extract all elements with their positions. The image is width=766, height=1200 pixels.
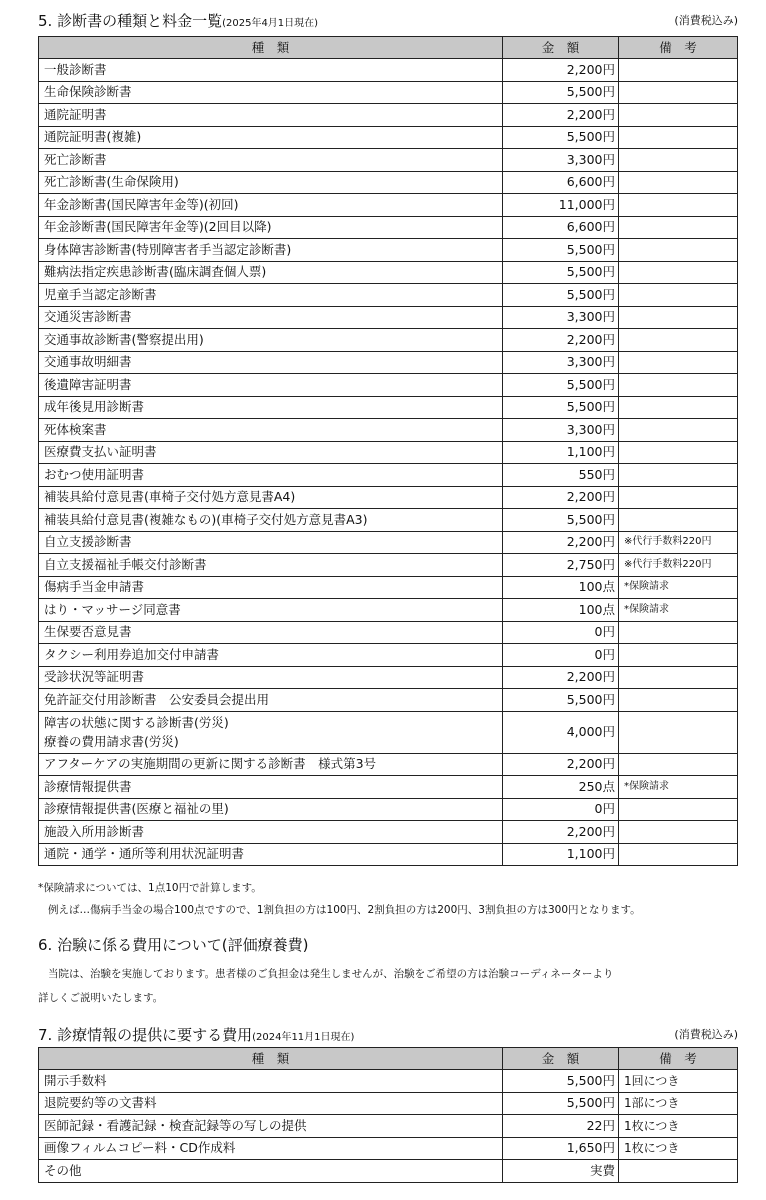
row-amount: 5,500円 bbox=[503, 509, 619, 532]
table-row bbox=[39, 711, 738, 753]
row-note bbox=[619, 666, 738, 689]
row-amount: 5,500円 bbox=[503, 1070, 619, 1093]
table-row bbox=[39, 1092, 738, 1115]
row-amount: 実費 bbox=[503, 1160, 619, 1183]
row-note: 1枚につき bbox=[619, 1115, 738, 1138]
row-note bbox=[619, 126, 738, 149]
row-name: 画像フィルムコピー料・CD作成料 bbox=[39, 1137, 503, 1160]
row-name: 補装具給付意見書(複雑なもの)(車椅子交付処方意見書A3) bbox=[39, 509, 503, 532]
footnote-example: 例えば…傷病手当金の場合100点ですので、1割負担の方は100円、2割負担の方は200円、3割負担の方は300円となります。 bbox=[48, 904, 641, 916]
row-amount: 3,300円 bbox=[503, 149, 619, 172]
row-note bbox=[619, 1160, 738, 1183]
header-note: 備 考 bbox=[619, 1048, 738, 1070]
row-note bbox=[619, 843, 738, 866]
row-name: 一般診断書 bbox=[39, 59, 503, 82]
table-row bbox=[39, 1160, 738, 1183]
table-header-row bbox=[39, 1048, 738, 1070]
row-note bbox=[619, 329, 738, 352]
row-name: 通院証明書(複雑) bbox=[39, 126, 503, 149]
section7-title-text: 7. 診療情報の提供に要する費用 bbox=[38, 1026, 253, 1044]
row-name: 交通事故診断書(警察提出用) bbox=[39, 329, 503, 352]
section7-header bbox=[38, 1024, 738, 1046]
table-row bbox=[39, 261, 738, 284]
row-note bbox=[619, 284, 738, 307]
table-row bbox=[39, 59, 738, 82]
footnote-insurance: *保険請求については、1点10円で計算します。 bbox=[38, 882, 262, 894]
row-name: 交通災害診断書 bbox=[39, 306, 503, 329]
fee-table-section7 bbox=[38, 1047, 738, 1183]
table-row bbox=[39, 1070, 738, 1093]
row-name: 生命保険診断書 bbox=[39, 81, 503, 104]
section6-paragraph-line2: 詳しくご説明いたします。 bbox=[38, 992, 164, 1004]
row-note: 1回につき bbox=[619, 1070, 738, 1093]
table-row bbox=[39, 776, 738, 799]
section5-date: (2025年4月1日現在) bbox=[222, 18, 319, 29]
row-amount: 2,750円 bbox=[503, 554, 619, 577]
table-row bbox=[39, 216, 738, 239]
row-note bbox=[619, 753, 738, 776]
section6-header bbox=[38, 934, 738, 956]
row-note bbox=[619, 239, 738, 262]
row-note bbox=[619, 644, 738, 667]
row-note: *保険請求 bbox=[619, 599, 738, 622]
row-amount: 0円 bbox=[503, 798, 619, 821]
row-amount: 2,200円 bbox=[503, 531, 619, 554]
row-note bbox=[619, 441, 738, 464]
row-name: 生保要否意見書 bbox=[39, 621, 503, 644]
section5-header bbox=[38, 10, 738, 32]
row-note bbox=[619, 59, 738, 82]
row-name: その他 bbox=[39, 1160, 503, 1183]
table-row bbox=[39, 306, 738, 329]
row-note: ※代行手数料220円 bbox=[619, 554, 738, 577]
table-row bbox=[39, 464, 738, 487]
row-amount: 22円 bbox=[503, 1115, 619, 1138]
header-type: 種 類 bbox=[39, 1048, 503, 1070]
fee-table-section5 bbox=[38, 36, 738, 866]
table-row bbox=[39, 689, 738, 712]
row-note bbox=[619, 509, 738, 532]
table-row bbox=[39, 821, 738, 844]
row-note: *保険請求 bbox=[619, 576, 738, 599]
row-name: 死体検案書 bbox=[39, 419, 503, 442]
row-note bbox=[619, 216, 738, 239]
row-amount: 5,500円 bbox=[503, 284, 619, 307]
row-name: 成年後見用診断書 bbox=[39, 396, 503, 419]
row-note bbox=[619, 486, 738, 509]
table-row bbox=[39, 843, 738, 866]
table-row bbox=[39, 798, 738, 821]
table-header-row bbox=[39, 37, 738, 59]
row-amount: 2,200円 bbox=[503, 59, 619, 82]
row-note bbox=[619, 711, 738, 753]
row-note bbox=[619, 374, 738, 397]
table-row bbox=[39, 486, 738, 509]
row-note bbox=[619, 194, 738, 217]
section5-title-text: 5. 診断書の種類と料金一覧 bbox=[38, 12, 223, 30]
row-amount: 2,200円 bbox=[503, 821, 619, 844]
header-note: 備 考 bbox=[619, 37, 738, 59]
row-name: 交通事故明細書 bbox=[39, 351, 503, 374]
row-name-line1: 障害の状態に関する診断書(労災) bbox=[44, 715, 229, 730]
row-name: 免許証交付用診断書 公安委員会提出用 bbox=[39, 689, 503, 712]
row-note bbox=[619, 396, 738, 419]
table-row bbox=[39, 171, 738, 194]
row-note: 1部につき bbox=[619, 1092, 738, 1115]
table-row bbox=[39, 239, 738, 262]
table-row bbox=[39, 576, 738, 599]
row-note bbox=[619, 464, 738, 487]
row-name: 自立支援福祉手帳交付診断書 bbox=[39, 554, 503, 577]
row-note bbox=[619, 81, 738, 104]
table-row bbox=[39, 284, 738, 307]
table-row bbox=[39, 149, 738, 172]
row-amount: 5,500円 bbox=[503, 81, 619, 104]
row-note bbox=[619, 689, 738, 712]
row-amount: 550円 bbox=[503, 464, 619, 487]
row-amount: 2,200円 bbox=[503, 753, 619, 776]
row-amount: 3,300円 bbox=[503, 419, 619, 442]
row-amount: 5,500円 bbox=[503, 239, 619, 262]
header-amount: 金 額 bbox=[503, 1048, 619, 1070]
row-note bbox=[619, 351, 738, 374]
header-type: 種 類 bbox=[39, 37, 503, 59]
row-name: 児童手当認定診断書 bbox=[39, 284, 503, 307]
section7-title bbox=[38, 1024, 354, 1045]
table-row bbox=[39, 104, 738, 127]
table-row bbox=[39, 419, 738, 442]
row-amount: 6,600円 bbox=[503, 216, 619, 239]
row-amount: 6,600円 bbox=[503, 171, 619, 194]
table-row bbox=[39, 329, 738, 352]
table-row bbox=[39, 1115, 738, 1138]
table-row bbox=[39, 644, 738, 667]
table-row bbox=[39, 194, 738, 217]
row-note bbox=[619, 821, 738, 844]
table-row bbox=[39, 753, 738, 776]
section6-title: 6. 治験に係る費用について(評価療養費) bbox=[38, 936, 309, 954]
row-note bbox=[619, 419, 738, 442]
row-name: はり・マッサージ同意書 bbox=[39, 599, 503, 622]
row-amount: 0円 bbox=[503, 644, 619, 667]
row-note: ※代行手数料220円 bbox=[619, 531, 738, 554]
table-row bbox=[39, 396, 738, 419]
row-name: 受診状況等証明書 bbox=[39, 666, 503, 689]
row-name: 難病法指定疾患診断書(臨床調査個人票) bbox=[39, 261, 503, 284]
row-note: 1枚につき bbox=[619, 1137, 738, 1160]
row-note: *保険請求 bbox=[619, 776, 738, 799]
row-name: 補装具給付意見書(車椅子交付処方意見書A4) bbox=[39, 486, 503, 509]
row-name: 診療情報提供書(医療と福祉の里) bbox=[39, 798, 503, 821]
row-note bbox=[619, 621, 738, 644]
row-name: 通院証明書 bbox=[39, 104, 503, 127]
row-amount: 100点 bbox=[503, 576, 619, 599]
row-amount: 5,500円 bbox=[503, 261, 619, 284]
row-name: 死亡診断書 bbox=[39, 149, 503, 172]
row-name: 医師記録・看護記録・検査記録等の写しの提供 bbox=[39, 1115, 503, 1138]
row-amount: 2,200円 bbox=[503, 666, 619, 689]
table-row bbox=[39, 374, 738, 397]
row-name: 診療情報提供書 bbox=[39, 776, 503, 799]
row-name: 自立支援診断書 bbox=[39, 531, 503, 554]
row-amount: 1,100円 bbox=[503, 843, 619, 866]
row-name: 医療費支払い証明書 bbox=[39, 441, 503, 464]
header-amount: 金 額 bbox=[503, 37, 619, 59]
row-amount: 1,100円 bbox=[503, 441, 619, 464]
row-amount: 11,000円 bbox=[503, 194, 619, 217]
row-name: 身体障害診断書(特別障害者手当認定診断書) bbox=[39, 239, 503, 262]
row-name: 開示手数料 bbox=[39, 1070, 503, 1093]
row-amount: 0円 bbox=[503, 621, 619, 644]
table-row bbox=[39, 126, 738, 149]
row-amount: 5,500円 bbox=[503, 1092, 619, 1115]
table-row bbox=[39, 441, 738, 464]
row-name: 年金診断書(国民障害年金等)(2回目以降) bbox=[39, 216, 503, 239]
section7-date: (2024年11月1日現在) bbox=[252, 1032, 355, 1043]
row-name: 死亡診断書(生命保険用) bbox=[39, 171, 503, 194]
row-amount: 250点 bbox=[503, 776, 619, 799]
row-amount: 3,300円 bbox=[503, 351, 619, 374]
table-row bbox=[39, 621, 738, 644]
row-name: アフターケアの実施期間の更新に関する診断書 様式第3号 bbox=[39, 753, 503, 776]
row-note bbox=[619, 149, 738, 172]
row-note bbox=[619, 104, 738, 127]
table-row bbox=[39, 351, 738, 374]
row-note bbox=[619, 798, 738, 821]
row-amount: 2,200円 bbox=[503, 329, 619, 352]
row-name-line2: 療養の費用請求書(労災) bbox=[44, 734, 179, 749]
row-amount: 5,500円 bbox=[503, 374, 619, 397]
section6-paragraph-line1: 当院は、治験を実施しております。患者様のご負担金は発生しませんが、治験をご希望の方は治験コーディネーターより bbox=[48, 968, 614, 980]
table-row bbox=[39, 509, 738, 532]
row-amount: 2,200円 bbox=[503, 104, 619, 127]
row-name: 施設入所用診断書 bbox=[39, 821, 503, 844]
row-name: おむつ使用証明書 bbox=[39, 464, 503, 487]
row-amount: 1,650円 bbox=[503, 1137, 619, 1160]
row-name: 傷病手当金申請書 bbox=[39, 576, 503, 599]
table-row bbox=[39, 81, 738, 104]
section7-tax-note: (消費税込み) bbox=[674, 1028, 738, 1041]
row-name bbox=[39, 711, 503, 753]
row-amount: 5,500円 bbox=[503, 396, 619, 419]
row-note bbox=[619, 171, 738, 194]
row-note bbox=[619, 261, 738, 284]
table-row bbox=[39, 531, 738, 554]
table-row bbox=[39, 1137, 738, 1160]
row-name: 通院・通学・通所等利用状況証明書 bbox=[39, 843, 503, 866]
row-name: 年金診断書(国民障害年金等)(初回) bbox=[39, 194, 503, 217]
table-row bbox=[39, 554, 738, 577]
row-amount: 100点 bbox=[503, 599, 619, 622]
row-amount: 2,200円 bbox=[503, 486, 619, 509]
row-name: 退院要約等の文書料 bbox=[39, 1092, 503, 1115]
row-name: 後遺障害証明書 bbox=[39, 374, 503, 397]
section5-tax-note: (消費税込み) bbox=[674, 14, 738, 27]
row-amount: 5,500円 bbox=[503, 126, 619, 149]
row-note bbox=[619, 306, 738, 329]
row-name: タクシー利用券追加交付申請書 bbox=[39, 644, 503, 667]
row-amount: 4,000円 bbox=[503, 711, 619, 753]
row-amount: 3,300円 bbox=[503, 306, 619, 329]
section5-title bbox=[38, 10, 318, 31]
table-row bbox=[39, 666, 738, 689]
table-row bbox=[39, 599, 738, 622]
row-amount: 5,500円 bbox=[503, 689, 619, 712]
